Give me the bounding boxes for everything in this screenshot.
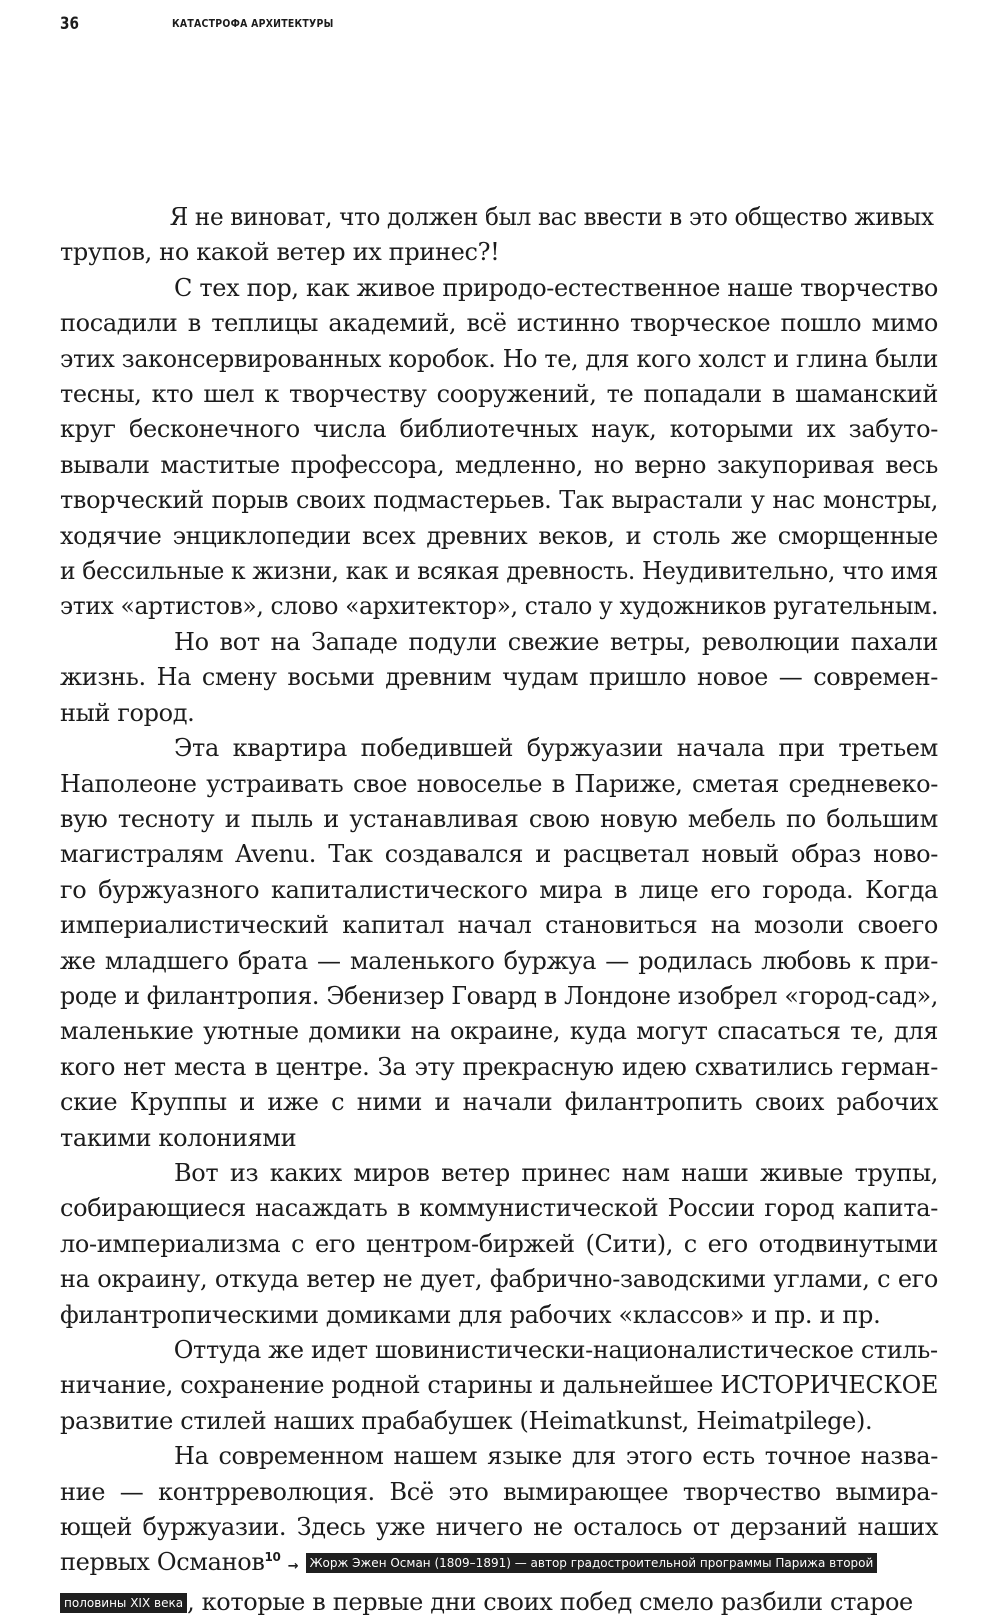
paragraph-line: ские Круппы и иже с ними и начали филантропить своих рабочих	[60, 1088, 939, 1117]
paragraph-line: такими колониями	[60, 1123, 297, 1152]
paragraph-line: маленькие уютные домики на окраине, куда могут спасаться те, для	[60, 1017, 939, 1046]
paragraph-line: Вот из каких миров ветер принес нам наши живые трупы,	[174, 1158, 938, 1187]
paragraph-line: вую тесноту и пыль и устанавливая свою новую мебель по большим	[60, 804, 938, 833]
paragraph-line-with-footnote	[60, 1545, 938, 1584]
text-after-note: , которые в первые дни своих побед смело разбили старое	[187, 1587, 913, 1616]
paragraph-line: и бессильные к жизни, как и всякая древность. Неудивительно, что имя	[60, 557, 939, 586]
paragraph-line: тесны, кто шел к творчеству сооружений, те попадали в шаманский	[60, 380, 938, 409]
paragraph-line: ющей буржуазии. Здесь уже ничего не осталось от дерзаний наших	[60, 1513, 939, 1542]
paragraph-line: творческий порыв своих подмастерьев. Так вырастали у нас монстры,	[60, 486, 939, 515]
footnote-marker[interactable]: 10	[264, 1550, 281, 1565]
paragraph-line: ние — контрреволюция. Всё это вымирающее творчество вымира-	[60, 1477, 938, 1506]
paragraph-line: же младшего брата — маленького буржуа — родилась любовь к при-	[60, 946, 939, 975]
footnote-box-continued: половины XIX века	[60, 1593, 187, 1613]
paragraph-line: трупов, но какой ветер их принес?!	[60, 238, 500, 267]
arrow-right-icon: →	[287, 1559, 299, 1575]
paragraph-line: Но вот на Западе подули свежие ветры, революции пахали	[174, 627, 938, 656]
paragraph-line: кого нет места в центре. За эту прекрасную идею схватились герман-	[60, 1052, 938, 1081]
paragraph-line: го буржуазного капиталистического мира в лице его города. Когда	[60, 875, 939, 904]
paragraph-line: Эта квартира победившей буржуазии начала при третьем	[174, 734, 938, 763]
paragraph-line: ходячие энциклопедии всех древних веков, и столь же сморщенные	[60, 521, 939, 550]
running-head: КАТАСТРОФА АРХИТЕКТУРЫ	[172, 17, 334, 30]
page-header	[60, 14, 940, 44]
paragraph-line: филантропическими домиками для рабочих «классов» и пр. и пр.	[60, 1300, 881, 1329]
paragraph-line: На современном нашем языке для этого есть точное назва-	[174, 1442, 939, 1471]
paragraph-line: Оттуда же идет шовинистически-националистическое стиль-	[173, 1336, 938, 1364]
page-number: 36	[60, 14, 79, 34]
paragraph-line: на окраину, откуда ветер не дует, фабрично-заводскими углами, с его	[60, 1265, 939, 1294]
paragraph-line: собирающиеся насаждать в коммунистической России город капита-	[60, 1194, 938, 1223]
paragraph-line: ный город.	[60, 698, 195, 727]
paragraph-line: посадили в теплицы академий, всё истинно творческое пошло мимо	[60, 309, 938, 338]
paragraph-line: империалистический капитал начал становиться на мозоли своего	[60, 911, 938, 940]
paragraph-line: жизнь. На смену восьми древним чудам пришло новое — современ-	[60, 663, 939, 692]
paragraph-line: ничание, сохранение родной старины и дальнейшее ИСТОРИЧЕСКОЕ	[60, 1371, 939, 1400]
paragraph-line: вывали маститые профессора, медленно, но верно закупоривая весь	[60, 450, 939, 479]
paragraph-line: Я не виноват, что должен был вас ввести в это общество живых	[169, 203, 934, 231]
paragraph-line: С тех пор, как живое природо-естественное наше творчество	[174, 273, 938, 302]
paragraph-line: развитие стилей наших прабабушек (Heimatkunst, Heimatpilege).	[60, 1406, 873, 1435]
footnote-box: Жорж Эжен Осман (1809–1891) — автор градостроительной программы Парижа второй	[306, 1553, 878, 1573]
paragraph-line: роде и филантропия. Эбенизер Говард в Лондоне изобрел «город-сад»,	[60, 981, 938, 1010]
paragraph-line: магистралям Avenu. Так создавался и расцветал новый образ ново-	[60, 840, 938, 869]
paragraph-line: этих законсервированных коробок. Но те, для кого холст и глина были	[60, 344, 939, 373]
paragraph-line: этих «артистов», слово «архитектор», стало у художников ругательным.	[60, 592, 939, 621]
paragraph-line-with-footnote	[60, 1585, 938, 1620]
text-before-note: первых Османов	[60, 1548, 265, 1577]
body-text	[60, 200, 938, 1620]
paragraph-line: Наполеоне устраивать свое новоселье в Париже, сметая средневеко-	[60, 769, 938, 798]
paragraph-line: ло-империализма с его центром-биржей (Сити), с его отодвинутыми	[60, 1229, 939, 1258]
paragraph-line: круг бесконечного числа библиотечных наук, которыми их забуто-	[60, 415, 938, 444]
